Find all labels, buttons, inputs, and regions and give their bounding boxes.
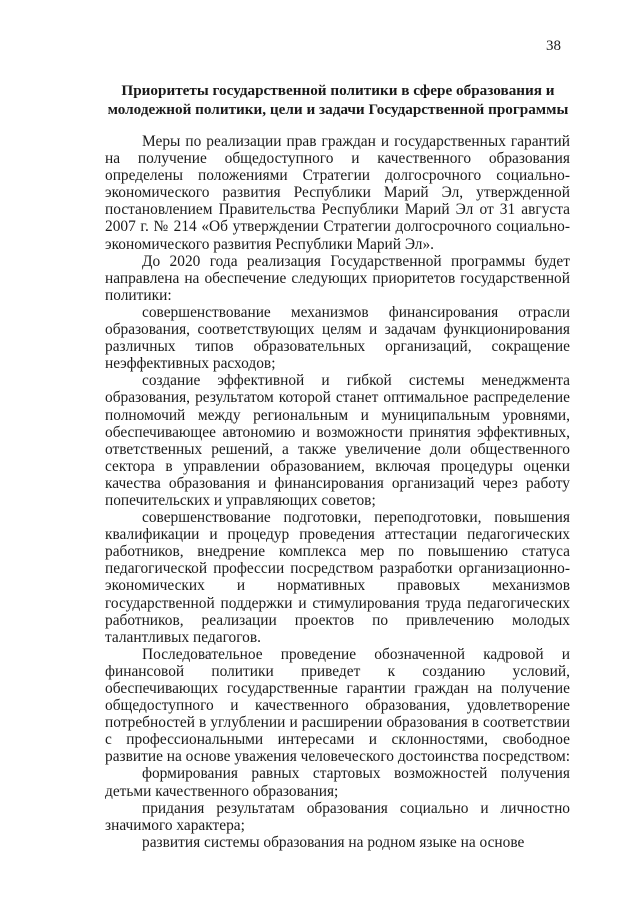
- paragraph: создание эффективной и гибкой системы менеджмента образования, результатом которой станет оптимальное распределение полномочий между региональным и муниципальным уровнями, обеспечивающее автономию и возможности принятия эффективных, ответственных решений, а также увеличение доли общественного сектора в управлении образованием, включая процедуры оценки качества образования и финансирования организаций через работу попечительских и управляющих советов;: [105, 372, 570, 509]
- paragraph: Меры по реализации прав граждан и государственных гарантий на получение общедоступного и качественного образования определены положениями Стратегии долгосрочного социально-экономического развития Республики Марий Эл, утвержденной постановлением Правительства Республики Марий Эл от 31 августа 2007 г. № 214 «Об утверждении Стратегии долгосрочного социально-экономического развития Республики Марий Эл».: [105, 133, 570, 253]
- paragraph: придания результатам образования социально и личностно значимого характера;: [105, 799, 570, 834]
- paragraph: Последовательное проведение обозначенной кадровой и финансовой политики приведет к созданию условий, обеспечивающих государственные гарантии граждан на получение общедоступного и качественного образования, удовлетворение потребностей в углублении и расширении образования в соответствии с профессиональными интересами и склонностями, свободное развитие на основе уважения человеческого достоинства посредством:: [105, 645, 571, 766]
- paragraph: совершенствование подготовки, переподготовки, повышения квалификации и процедур проведения аттестации педагогических работников, внедрение комплекса мер по повышению статуса педагогической профессии посредством разработки организационно-экономических и нормативных правовых механизмов государственной поддержки и стимулирования труда педагогических работников, реализации проектов по привлечению молодых талантливых педагогов.: [105, 509, 570, 646]
- document-body: [105, 133, 570, 851]
- section-title: Приоритеты государственной политики в сфере образования и молодежной политики, цели и задачи Государственной программы: [107, 82, 569, 118]
- paragraph: формирования равных стартовых возможностей получения детьми качественного образования;: [105, 765, 570, 800]
- paragraph: развития системы образования на родном языке на основе: [142, 833, 525, 851]
- paragraph: До 2020 года реализация Государственной программы будет направлена на обеспечение следующих приоритетов государственной политики:: [105, 252, 570, 304]
- page-number: 38: [546, 38, 561, 54]
- paragraph: совершенствование механизмов финансирования отрасли образования, соответствующих целям и задачам функционирования различных типов образовательных организаций, сокращение неэффективных расходов;: [105, 303, 570, 373]
